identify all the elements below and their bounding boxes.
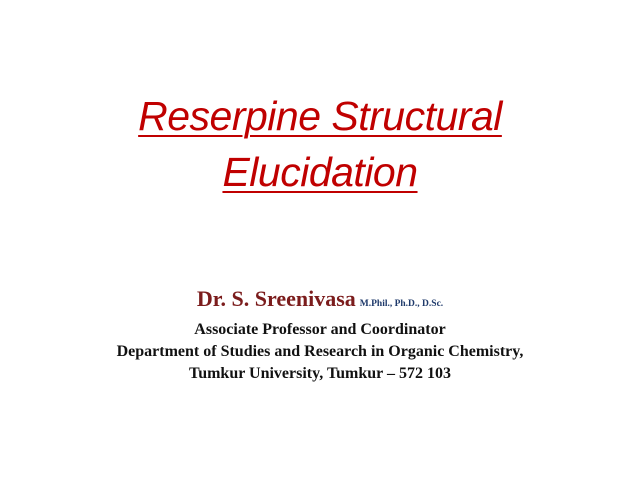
author-name: Dr. S. Sreenivasa <box>196 286 356 311</box>
position-title: Associate Professor and Coordinator <box>194 321 446 338</box>
title-line-1: Reserpine Structural <box>138 93 502 139</box>
title-line-2: Elucidation <box>222 149 418 195</box>
author-block <box>0 284 640 385</box>
university-address: Tumkur University, Tumkur – 572 103 <box>188 365 451 382</box>
author-degrees: M.Phil., Ph.D., D.Sc. <box>359 299 444 309</box>
department-name: Department of Studies and Research in Organic Chemistry, <box>116 343 524 360</box>
slide-title <box>0 88 640 200</box>
author-line <box>0 284 640 319</box>
